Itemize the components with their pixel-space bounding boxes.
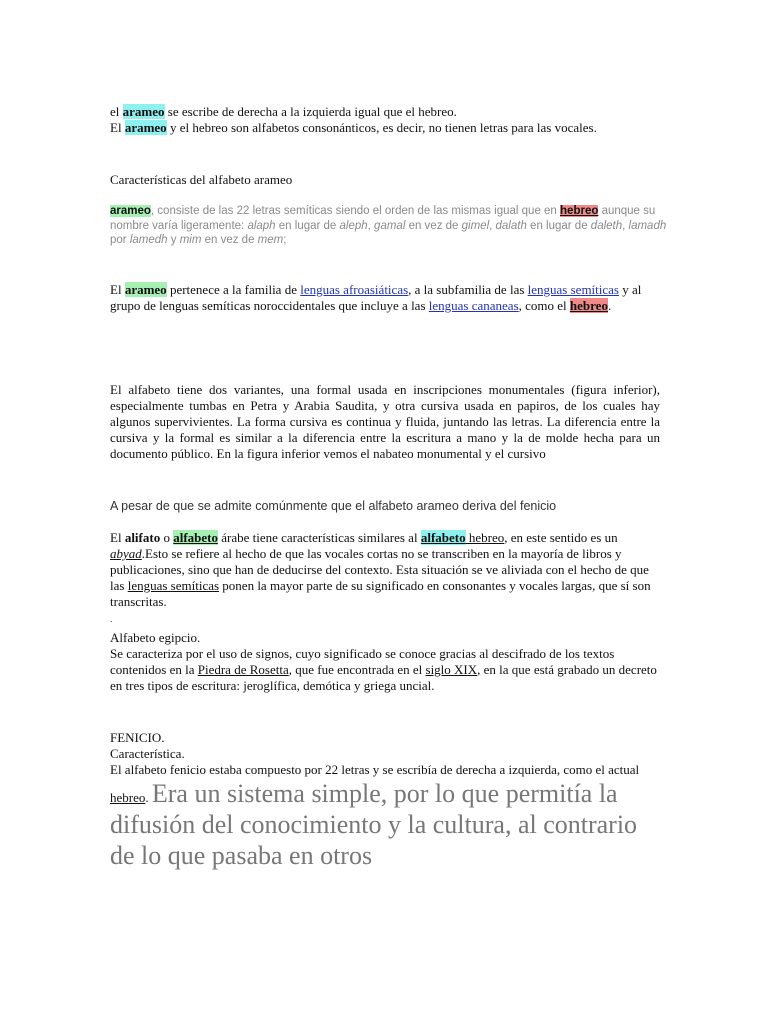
section-heading: Características del alfabeto arameo xyxy=(110,172,293,187)
highlight-arameo: arameo xyxy=(110,205,151,217)
link-abyad[interactable]: abyad xyxy=(110,546,142,561)
highlight-arameo: arameo xyxy=(122,104,165,119)
fenicio-paragraph: FENICIO. Característica. El alfabeto fenicio estaba compuesto por 22 letras y se escribía de derecha a izquierda, como el actual hebreo. Era un sistema simple, por lo que permitía la difusión del conocimiento y la cultura, al contrario de lo que pasaba en otros xyxy=(110,730,640,870)
egipcio-paragraph: Alfabeto egipcio. Se caracteriza por el uso de signos, cuyo significado se conoce gracias al descifrado de los textos contenidos en la Piedra de Rosetta, que fue encontrada en el siglo XIX, en la que está grabado un decreto en tres tipos de escritura: jeroglífica, demótica y griega uncial. xyxy=(110,630,657,693)
link-lenguas-semiticas[interactable]: lenguas semíticas xyxy=(127,578,220,593)
intro-paragraph: el arameo se escribe de derecha a la izquierda igual que el hebreo. El arameo y el hebreo son alfabetos consonánticos, es decir, no tienen letras para las vocales. xyxy=(110,104,597,135)
link-piedra-de-rosetta[interactable]: Piedra de Rosetta xyxy=(197,662,289,677)
link-hebreo[interactable]: hebreo xyxy=(569,298,608,313)
highlight-arameo: arameo xyxy=(124,120,167,135)
highlight-arameo: arameo xyxy=(124,282,167,297)
family-paragraph: El arameo pertenece a la familia de lenguas afroasiáticas, a la subfamilia de las lenguas semíticas y al grupo de lenguas semíticas noroccidentales que incluye a las lenguas cananeas, como el hebreo. xyxy=(110,282,642,313)
link-hebreo[interactable]: hebreo xyxy=(560,205,599,217)
link-hebreo[interactable]: hebreo xyxy=(110,790,146,805)
large-text: Era un sistema simple, por lo que permitía la difusión del conocimiento y la cultura, al contrario de lo que pasaba en otros xyxy=(110,779,638,870)
link-lenguas-cananeas[interactable]: lenguas cananeas xyxy=(428,298,519,313)
dot-separator: . xyxy=(110,614,113,624)
link-hebreo[interactable]: hebreo xyxy=(465,530,505,545)
gray-paragraph: arameo, consiste de las 22 letras semíticas siendo el orden de las mismas igual que en hebreo aunque su nombre varía ligeramente: alaph en lugar de aleph, gamal en vez de gimel, dalath en lugar de daleth, lamadh por lamedh y mim en vez de mem; xyxy=(110,205,667,246)
link-alfabeto[interactable]: alfabeto xyxy=(173,530,218,545)
alifato-paragraph: El alifato o alfabeto árabe tiene características similares al alfabeto hebreo, en este sentido es un abyad.Esto se refiere al hecho de que las vocales cortas no se transcriben en la mayoría de libros y publicaciones, sino que han de deducirse del contexto. Esta situación se ve aliviada con el hecho de que las lenguas semíticas ponen la mayor parte de su significado en consonantes y vocales largas, que sí son transcritas. xyxy=(110,530,651,609)
link-alfabeto-hebreo[interactable]: alfabeto xyxy=(420,530,466,545)
fenicio-note: A pesar de que se admite comúnmente que el alfabeto arameo deriva del fenicio xyxy=(110,499,557,513)
link-lenguas-semiticas[interactable]: lenguas semíticas xyxy=(527,282,619,297)
variants-paragraph: El alfabeto tiene dos variantes, una formal usada en inscripciones monumentales (figura inferior), especialmente tumbas en Petra y Arabia Saudita, y otra cursiva usada en papiros, de los cuales hay algunos supervivientes. La forma cursiva es continua y fluida, juntando las letras. La diferencia entre la cursiva y la formal es similar a la diferencia entre la escritura a mano y la de molde hecha para un documento público. En la figura inferior vemos el nabateo monumental y el cursivo xyxy=(110,382,660,461)
link-lenguas-afroasiaticas[interactable]: lenguas afroasiáticas xyxy=(300,282,409,297)
link-siglo-xix[interactable]: siglo XIX xyxy=(425,662,478,677)
